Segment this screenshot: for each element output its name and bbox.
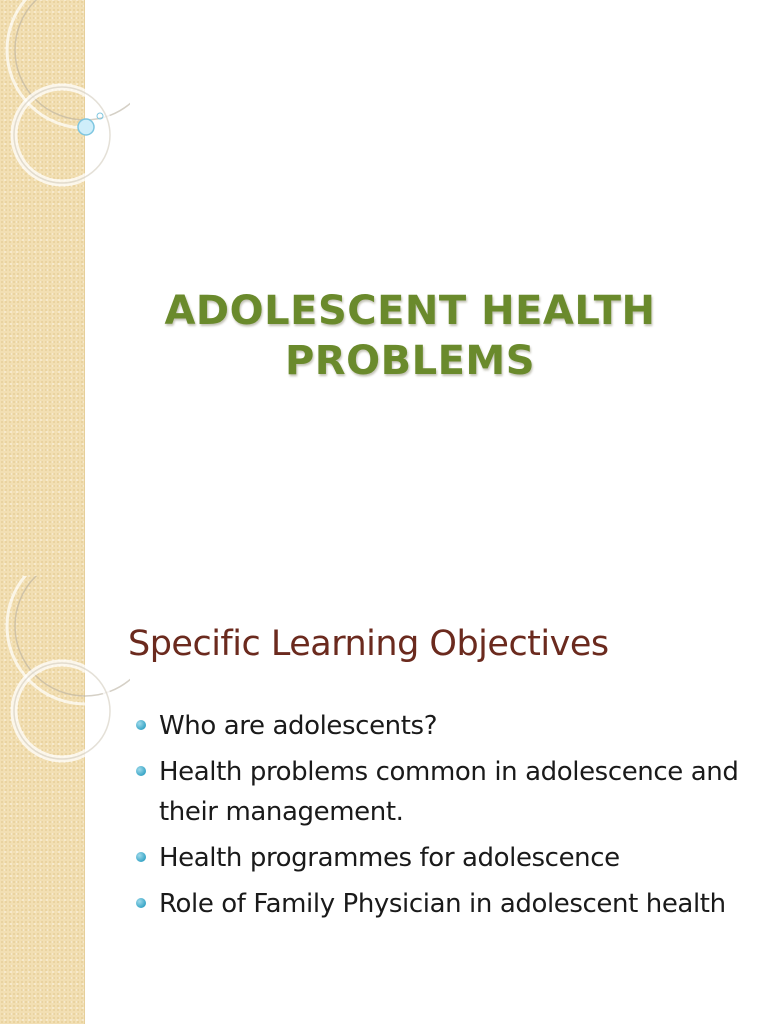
- teal-dot-bullet-icon: [136, 898, 146, 908]
- objective-text: Health problems common in adolescence and their management.: [159, 757, 739, 827]
- title-line-2: PROBLEMS: [284, 338, 536, 384]
- objectives-slide: [0, 576, 768, 1024]
- objective-text: Who are adolescents?: [159, 711, 438, 741]
- slide-heading: Specific Learning Objectives: [128, 624, 609, 664]
- list-item: [136, 884, 746, 924]
- objective-text: Health programmes for adolescence: [159, 843, 620, 873]
- teal-dot-bullet-icon: [136, 766, 146, 776]
- teal-dot-bullet-icon: [136, 720, 146, 730]
- list-item: [136, 838, 746, 878]
- list-item: [136, 706, 746, 746]
- slide-title: [110, 286, 710, 386]
- objectives-list: [136, 706, 746, 930]
- list-item: [136, 752, 746, 832]
- objective-text: Role of Family Physician in adolescent health: [159, 889, 726, 919]
- teal-dot-bullet-icon: [136, 852, 146, 862]
- title-line-1: ADOLESCENT HEALTH: [164, 288, 656, 334]
- rings-decoration-icon: [0, 0, 130, 200]
- rings-decoration-icon: [0, 576, 130, 776]
